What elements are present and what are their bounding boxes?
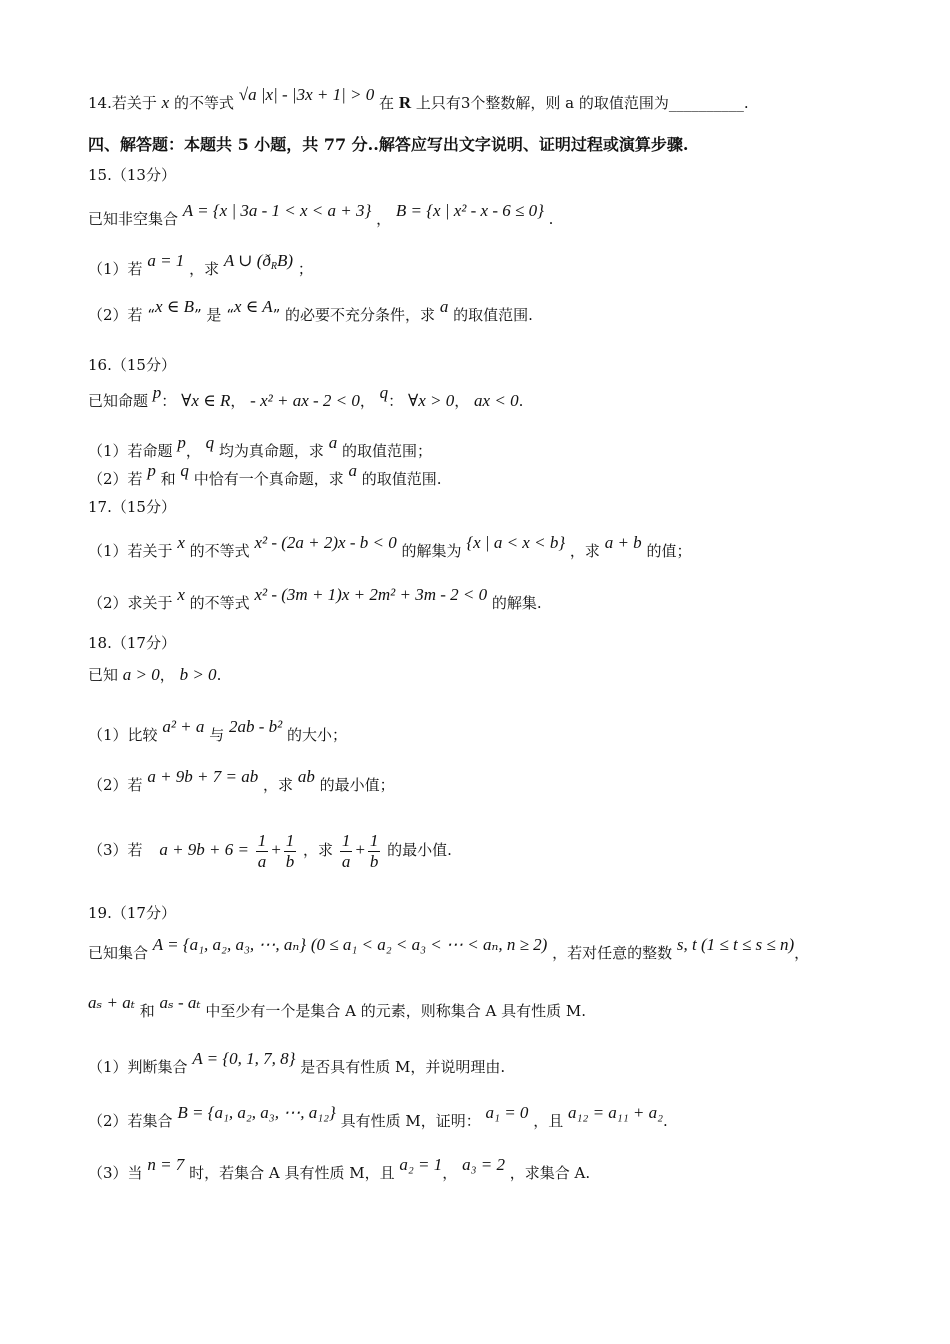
q17-p1-mid3: ，求 bbox=[569, 542, 600, 560]
q17-p1-x: x bbox=[177, 533, 185, 552]
q18-p3-label: （3）若 bbox=[88, 841, 143, 859]
q15-p1-end: ； bbox=[297, 260, 313, 278]
q19-and: 和 bbox=[139, 1002, 155, 1020]
q19-p3-end: ，求集合 A. bbox=[509, 1164, 591, 1182]
q18-p2-label: （2）若 bbox=[88, 776, 143, 794]
q18-p2-end: 的最小值； bbox=[319, 776, 395, 794]
q15-p1-mid: ，求 bbox=[189, 260, 220, 278]
q16-p2-label: （2）若 bbox=[88, 470, 143, 488]
section-heading: 四、解答题：本题共 5 小题，共 77 分..解答应写出文字说明、证明过程或演算步骤. bbox=[88, 135, 689, 154]
q19-p2-expr1: a₁ = 0 bbox=[485, 1103, 529, 1122]
q18-header: 18.（17分） bbox=[88, 634, 176, 652]
q16-part2 bbox=[88, 461, 890, 490]
q18-p3-frac4-den: b bbox=[369, 851, 379, 871]
q15-part1 bbox=[88, 251, 890, 286]
q18-p1-with: 与 bbox=[209, 726, 225, 744]
q19-st: s, t (1 ≤ t ≤ s ≤ n) bbox=[676, 935, 795, 954]
q19-p3-n: n = 7 bbox=[147, 1155, 185, 1174]
q19-part1 bbox=[88, 1049, 890, 1078]
q19-mid: ，若对任意的整数 bbox=[552, 944, 673, 962]
q15-period: . bbox=[548, 210, 554, 228]
q17-p2-x: x bbox=[177, 585, 185, 604]
q15-intro-text: 已知非空集合 bbox=[88, 210, 179, 228]
q14-mid2: 在 bbox=[379, 94, 395, 112]
q18-intro bbox=[88, 664, 890, 686]
q16-p1-a: a bbox=[328, 433, 338, 452]
q16-intro-text: 已知命题 bbox=[88, 392, 149, 410]
q18-p3-frac-2a bbox=[340, 831, 353, 872]
q18-period: . bbox=[216, 666, 222, 684]
q16-p2-and: 和 bbox=[160, 470, 176, 488]
q15-p2-cond2: x ∈ A bbox=[233, 297, 273, 316]
q16-p1-label: （1）若命题 bbox=[88, 442, 173, 460]
q19-p2-and: ，且 bbox=[533, 1112, 564, 1130]
q18-p2-ab: ab bbox=[297, 767, 315, 786]
q15-p1-expression bbox=[224, 251, 293, 270]
q16-p1-q: q bbox=[205, 433, 215, 452]
q18-p3-frac3-den: a bbox=[341, 851, 351, 871]
q18-p3-frac2-num: 1 bbox=[285, 830, 295, 850]
q19-diff: aₛ - aₜ bbox=[159, 993, 201, 1012]
q19-p3-expr1: a₂ = 1 bbox=[399, 1155, 443, 1174]
q17-p1-set: {x | a < x < b} bbox=[466, 533, 566, 552]
q14-suffix: 上只有3个整数解，则 a 的取值范围为__________. bbox=[415, 94, 749, 112]
q19-p3-mid: 时，若集合 A 具有性质 M，且 bbox=[189, 1164, 395, 1182]
q16-part1 bbox=[88, 433, 890, 462]
q14-inequality: √a |x| - |3x + 1| > 0 bbox=[238, 85, 375, 104]
q16-p2-p: p bbox=[147, 461, 156, 480]
q16-p1-p: p bbox=[177, 433, 186, 452]
q15-p1-cond: a = 1 bbox=[147, 251, 185, 270]
question-14 bbox=[88, 85, 890, 114]
q19-line2-end: 中至少有一个是集合 A 的元素，则称集合 A 具有性质 M. bbox=[205, 1002, 586, 1020]
q18-p3-plus2: + bbox=[354, 840, 366, 859]
q19-p3-expr2: a₃ = 2 bbox=[462, 1155, 505, 1174]
q18-p3-frac3-num: 1 bbox=[341, 830, 351, 850]
q19-p3-label: （3）当 bbox=[88, 1164, 143, 1182]
q16-p2-a: a bbox=[348, 461, 357, 480]
q16-p: p bbox=[152, 383, 162, 402]
q15-p2-end2: 的取值范围. bbox=[453, 306, 533, 324]
q19-p2-label: （2）若集合 bbox=[88, 1112, 173, 1130]
q19-p3-sep: ， bbox=[442, 1164, 458, 1182]
q19-comma: ， bbox=[794, 944, 810, 962]
q16-comma2: ， bbox=[359, 392, 375, 410]
q16-p1-end: 的取值范围； bbox=[341, 442, 432, 460]
q17-p2-inequality: x² - (3m + 1)x + 2m² + 3m - 2 < 0 bbox=[254, 585, 488, 604]
q16-comma3: ， bbox=[454, 392, 470, 410]
q14-var-x: x bbox=[161, 93, 170, 112]
q16-period: . bbox=[518, 392, 524, 410]
q16-intro bbox=[88, 383, 890, 412]
q18-cond1: a > 0 bbox=[122, 665, 160, 684]
q18-p1-expr1: a² + a bbox=[162, 717, 205, 736]
q16-header: 16.（15分） bbox=[88, 356, 176, 374]
q18-p2-equation: a + 9b + 7 = ab bbox=[147, 767, 259, 786]
q19-part2 bbox=[88, 1103, 890, 1132]
q19-set-a: A = {a₁, a₂, a₃, ⋯, aₙ} bbox=[152, 935, 307, 954]
q15-p1-label: （1）若 bbox=[88, 260, 143, 278]
q18-p3-mid: ，求 bbox=[303, 841, 334, 859]
q18-part1 bbox=[88, 717, 890, 746]
q15-p2-mid: ” 是 “ bbox=[194, 306, 234, 324]
q17-p2-label: （2）求关于 bbox=[88, 594, 173, 612]
q15-header: 15.（13分） bbox=[88, 166, 176, 184]
q16-colon1: ： bbox=[161, 392, 177, 410]
q18-p3-frac-1b bbox=[284, 831, 297, 872]
q17-p2-end: 的解集. bbox=[491, 594, 542, 612]
q19-sum: aₛ + aₜ bbox=[88, 993, 135, 1012]
q18-part2 bbox=[88, 767, 890, 796]
q16-forall1: ∀x ∈ R bbox=[181, 391, 231, 410]
q18-p3-frac1-den: a bbox=[257, 851, 267, 871]
q18-p3-frac-1a bbox=[256, 831, 269, 872]
q19-p2-end: . bbox=[663, 1112, 668, 1130]
q16-forall2: ∀x > 0 bbox=[407, 391, 455, 410]
q19-intro-text: 已知集合 bbox=[88, 944, 149, 962]
q18-p3-lhs: a + 9b + 6 = bbox=[159, 840, 249, 859]
q19-p1-label: （1）判断集合 bbox=[88, 1058, 188, 1076]
q18-p1-expr2: 2ab - b² bbox=[228, 717, 283, 736]
q15-comma: ， bbox=[376, 210, 392, 228]
q17-p1-mid: 的不等式 bbox=[189, 542, 250, 560]
q17-p1-mid2: 的解集为 bbox=[401, 542, 462, 560]
q18-p3-frac2-den: b bbox=[285, 851, 295, 871]
q19-condition: (0 ≤ a₁ < a₂ < a₃ < ⋯ < aₙ, n ≥ 2) bbox=[310, 935, 548, 954]
q18-p3-frac-2b bbox=[368, 831, 381, 872]
q17-p1-ab: a + b bbox=[604, 533, 642, 552]
q19-p2-set: B = {a₁, a₂, a₃, ⋯, a₁₂} bbox=[177, 1103, 336, 1122]
q15-p2-a: a bbox=[439, 297, 449, 316]
q15-part2 bbox=[88, 297, 890, 326]
q15-p2-end1: ” 的必要不充分条件，求 bbox=[272, 306, 436, 324]
q19-part3 bbox=[88, 1155, 890, 1184]
q16-q: q bbox=[379, 383, 389, 402]
q18-comma: ， bbox=[159, 666, 175, 684]
q17-header: 17.（15分） bbox=[88, 498, 176, 516]
q19-intro bbox=[88, 935, 890, 964]
q15-intro bbox=[88, 201, 890, 230]
q18-p3-frac4-num: 1 bbox=[369, 830, 379, 850]
q18-p1-label: （1）比较 bbox=[88, 726, 158, 744]
q18-cond2: b > 0 bbox=[179, 665, 217, 684]
q14-prefix: 14.若关于 bbox=[88, 94, 157, 112]
q18-p3-end: 的最小值. bbox=[387, 841, 452, 859]
q16-p2-end: 的取值范围. bbox=[361, 470, 442, 488]
q16-colon2: ： bbox=[388, 392, 404, 410]
q16-p2-mid: 中恰有一个真命题，求 bbox=[193, 470, 344, 488]
q18-p2-mid: ，求 bbox=[263, 776, 294, 794]
q19-line2 bbox=[88, 993, 890, 1022]
q14-mid1: 的不等式 bbox=[173, 94, 234, 112]
q19-p2-mid: 具有性质 M，证明： bbox=[340, 1112, 481, 1130]
q18-part3 bbox=[88, 828, 890, 872]
q17-p1-inequality: x² - (2a + 2)x - b < 0 bbox=[254, 533, 397, 552]
q18-p1-end: 的大小； bbox=[287, 726, 348, 744]
q15-p1-complement-r: R bbox=[270, 261, 277, 272]
q16-p1-sep: ， bbox=[185, 442, 201, 460]
q15-p2-cond1: x ∈ B bbox=[154, 297, 194, 316]
q17-p1-end: 的值； bbox=[646, 542, 692, 560]
q16-p2-q: q bbox=[180, 461, 189, 480]
q17-p2-mid: 的不等式 bbox=[189, 594, 250, 612]
q15-set-b: B = {x | x² - x - 6 ≤ 0} bbox=[395, 201, 544, 220]
q17-part2 bbox=[88, 585, 890, 614]
q16-expr2: ax < 0 bbox=[474, 391, 519, 410]
q19-header: 19.（17分） bbox=[88, 904, 176, 922]
q15-set-a: A = {x | 3a - 1 < x < a + 3} bbox=[182, 201, 372, 220]
q19-p2-expr2: a₁₂ = a₁₁ + a₂ bbox=[568, 1103, 664, 1122]
q17-p1-label: （1）若关于 bbox=[88, 542, 173, 560]
q18-p3-frac1-num: 1 bbox=[257, 830, 267, 850]
q16-p1-mid: 均为真命题，求 bbox=[218, 442, 324, 460]
q18-intro-text: 已知 bbox=[88, 666, 119, 684]
q14-real-set: R bbox=[398, 93, 412, 112]
q18-p3-plus1: + bbox=[270, 840, 282, 859]
q16-comma1: ， bbox=[230, 392, 246, 410]
q16-expr1: - x² + ax - 2 < 0 bbox=[250, 391, 360, 410]
q19-p1-set: A = {0, 1, 7, 8} bbox=[192, 1049, 296, 1068]
q15-p2-label: （2）若 “ bbox=[88, 306, 155, 324]
q15-p1-expr: A ∪ (ð bbox=[223, 251, 271, 270]
q19-p1-end: 是否具有性质 M，并说明理由. bbox=[300, 1058, 506, 1076]
q17-part1 bbox=[88, 533, 890, 562]
q15-p1-expr2: B) bbox=[276, 251, 294, 270]
